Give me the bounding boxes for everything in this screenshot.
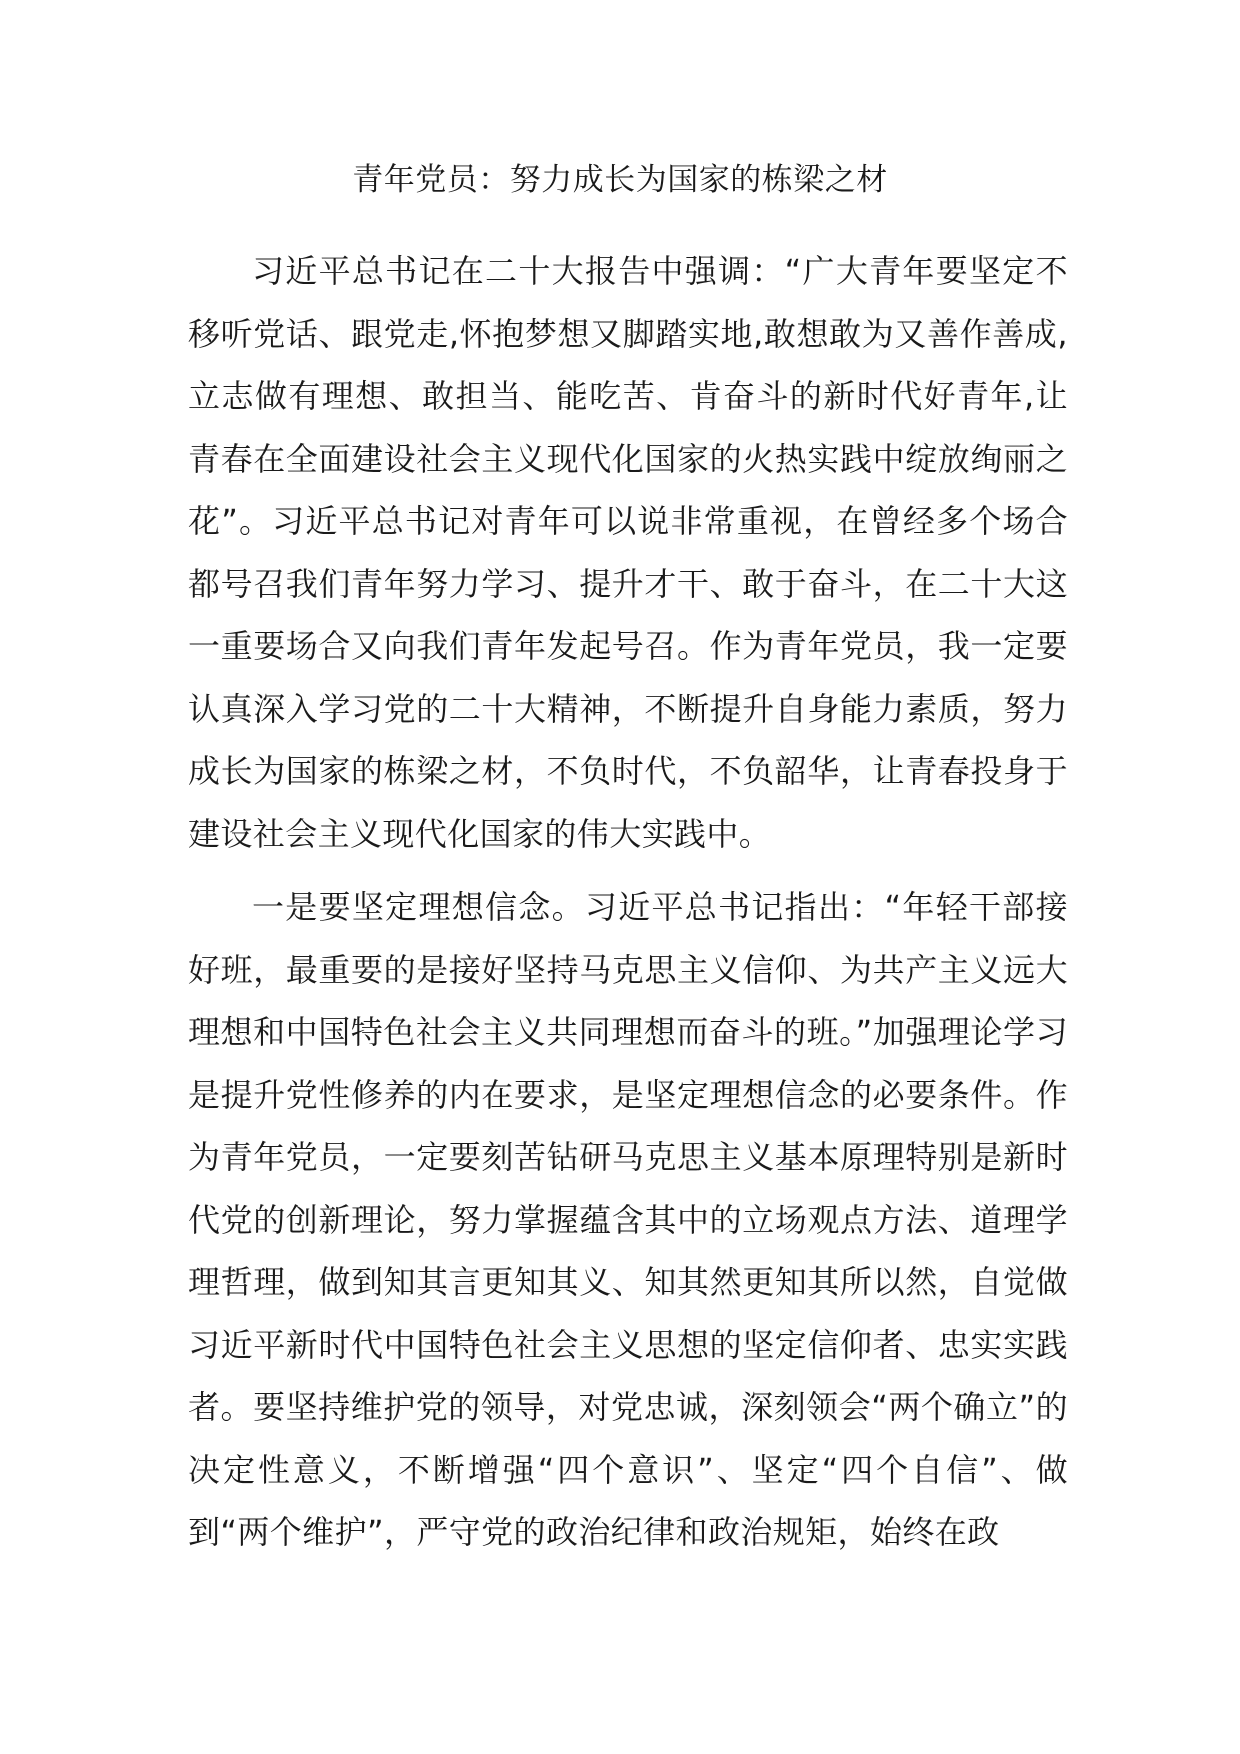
document-title: 青年党员：努力成长为国家的栋梁之材 (352, 162, 888, 198)
document-body (188, 240, 1068, 1575)
paragraph-2: 一是要坚定理想信念。习近平总书记指出：“年轻干部接好班，最重要的是接好坚持马克思主义信仰、为共产主义远大理想和中国特色社会主义共同理想而奋斗的班。”加强理论学习是提升党性修养的内在要求，是坚定理想信念的必要条件。作为青年党员，一定要刻苦钻研马克思主义基本原理特别是新时代党的创新理论，努力掌握蕴含其中的立场观点方法、道理学理哲理，做到知其言更知其义、知其然更知其所以然，自觉做习近平新时代中国特色社会主义思想的坚定信仰者、忠实实践者。要坚持维护党的领导，对党忠诚，深刻领会“两个确立”的决定性意义，不断增强“四个意识”、坚定“四个自信”、做到“两个维护”，严守党的政治纪律和政治规矩，始终在政 (188, 888, 1068, 1551)
paragraph-1: 习近平总书记在二十大报告中强调：“广大青年要坚定不移听党话、跟党走,怀抱梦想又脚踏实地,敢想敢为又善作善成,立志做有理想、敢担当、能吃苦、肯奋斗的新时代好青年,让青春在全面建设社会主义现代化国家的火热实践中绽放绚丽之花”。习近平总书记对青年可以说非常重视，在曾经多个场合都号召我们青年努力学习、提升才干、敢于奋斗，在二十大这一重要场合又向我们青年发起号召。作为青年党员，我一定要认真深入学习党的二十大精神，不断提升自身能力素质，努力成长为国家的栋梁之材，不负时代，不负韶华，让青春投身于建设社会主义现代化国家的伟大实践中。 (188, 252, 1068, 853)
